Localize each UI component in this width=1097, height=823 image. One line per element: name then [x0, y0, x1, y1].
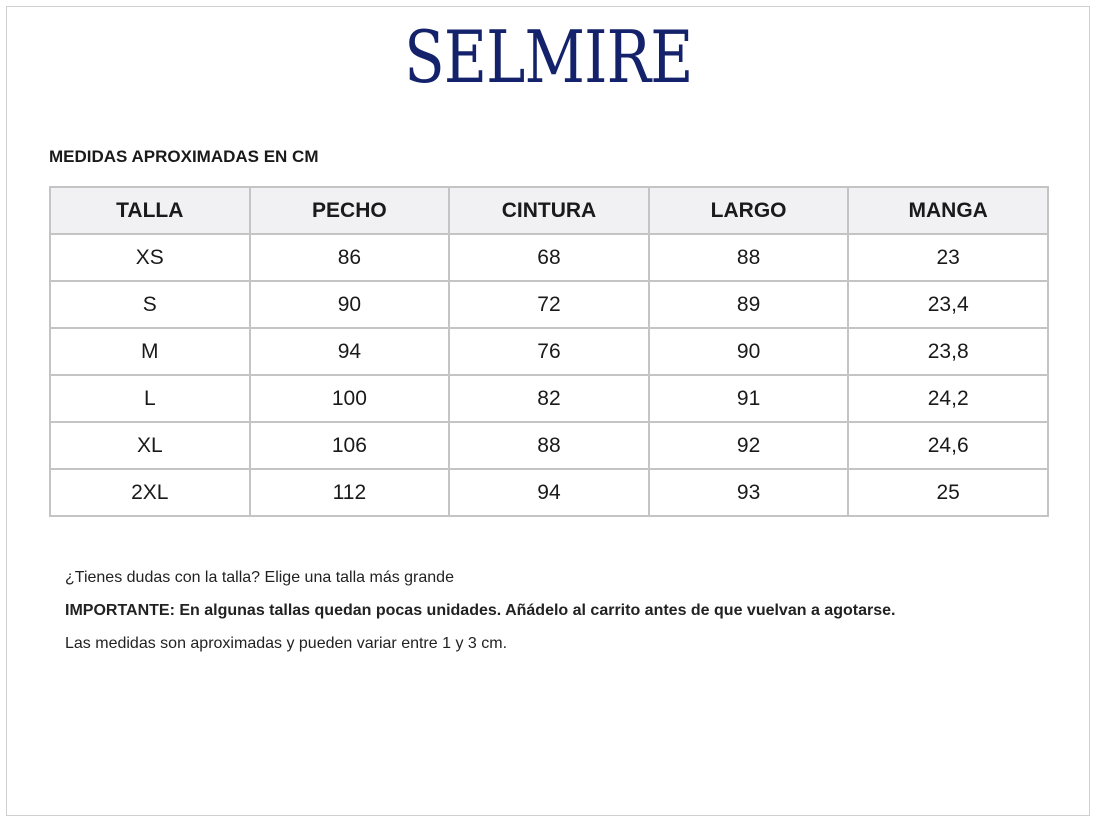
cell-largo: 88: [649, 234, 849, 281]
cell-pecho: 86: [250, 234, 450, 281]
cell-talla: M: [50, 328, 250, 375]
cell-cintura: 82: [449, 375, 649, 422]
cell-pecho: 100: [250, 375, 450, 422]
cell-manga: 23,8: [848, 328, 1048, 375]
note-size-advice: ¿Tienes dudas con la talla? Elige una talla más grande: [65, 569, 454, 586]
header-manga: MANGA: [848, 187, 1048, 234]
cell-cintura: 94: [449, 469, 649, 516]
cell-manga: 24,2: [848, 375, 1048, 422]
cell-talla: 2XL: [50, 469, 250, 516]
cell-pecho: 106: [250, 422, 450, 469]
table-row: [50, 281, 1048, 328]
table-row: [50, 469, 1048, 516]
cell-talla: XL: [50, 422, 250, 469]
cell-largo: 91: [649, 375, 849, 422]
cell-cintura: 88: [449, 422, 649, 469]
header-cintura: CINTURA: [449, 187, 649, 234]
cell-manga: 23: [848, 234, 1048, 281]
cell-manga: 24,6: [848, 422, 1048, 469]
cell-pecho: 112: [250, 469, 450, 516]
cell-largo: 93: [649, 469, 849, 516]
cell-talla: XS: [50, 234, 250, 281]
table-row: [50, 328, 1048, 375]
cell-largo: 90: [649, 328, 849, 375]
header-talla: TALLA: [50, 187, 250, 234]
cell-talla: L: [50, 375, 250, 422]
header-largo: LARGO: [649, 187, 849, 234]
cell-cintura: 68: [449, 234, 649, 281]
header-pecho: PECHO: [250, 187, 450, 234]
table-row: [50, 375, 1048, 422]
cell-largo: 89: [649, 281, 849, 328]
cell-manga: 23,4: [848, 281, 1048, 328]
table-header-row: [50, 187, 1048, 234]
cell-pecho: 94: [250, 328, 450, 375]
note-important: IMPORTANTE: En algunas tallas quedan pocas unidades. Añádelo al carrito antes de que vuelvan a agotarse.: [65, 602, 896, 619]
note-approximate: Las medidas son aproximadas y pueden variar entre 1 y 3 cm.: [65, 635, 508, 652]
notes-block: [65, 568, 895, 667]
cell-pecho: 90: [250, 281, 450, 328]
table-row: [50, 234, 1048, 281]
cell-cintura: 76: [449, 328, 649, 375]
size-chart-table: [49, 186, 1049, 517]
brand-logo: SELMIRE: [404, 15, 693, 99]
cell-talla: S: [50, 281, 250, 328]
cell-cintura: 72: [449, 281, 649, 328]
cell-manga: 25: [848, 469, 1048, 516]
cell-largo: 92: [649, 422, 849, 469]
table-row: [50, 422, 1048, 469]
table-subtitle: MEDIDAS APROXIMADAS EN CM: [49, 147, 319, 166]
